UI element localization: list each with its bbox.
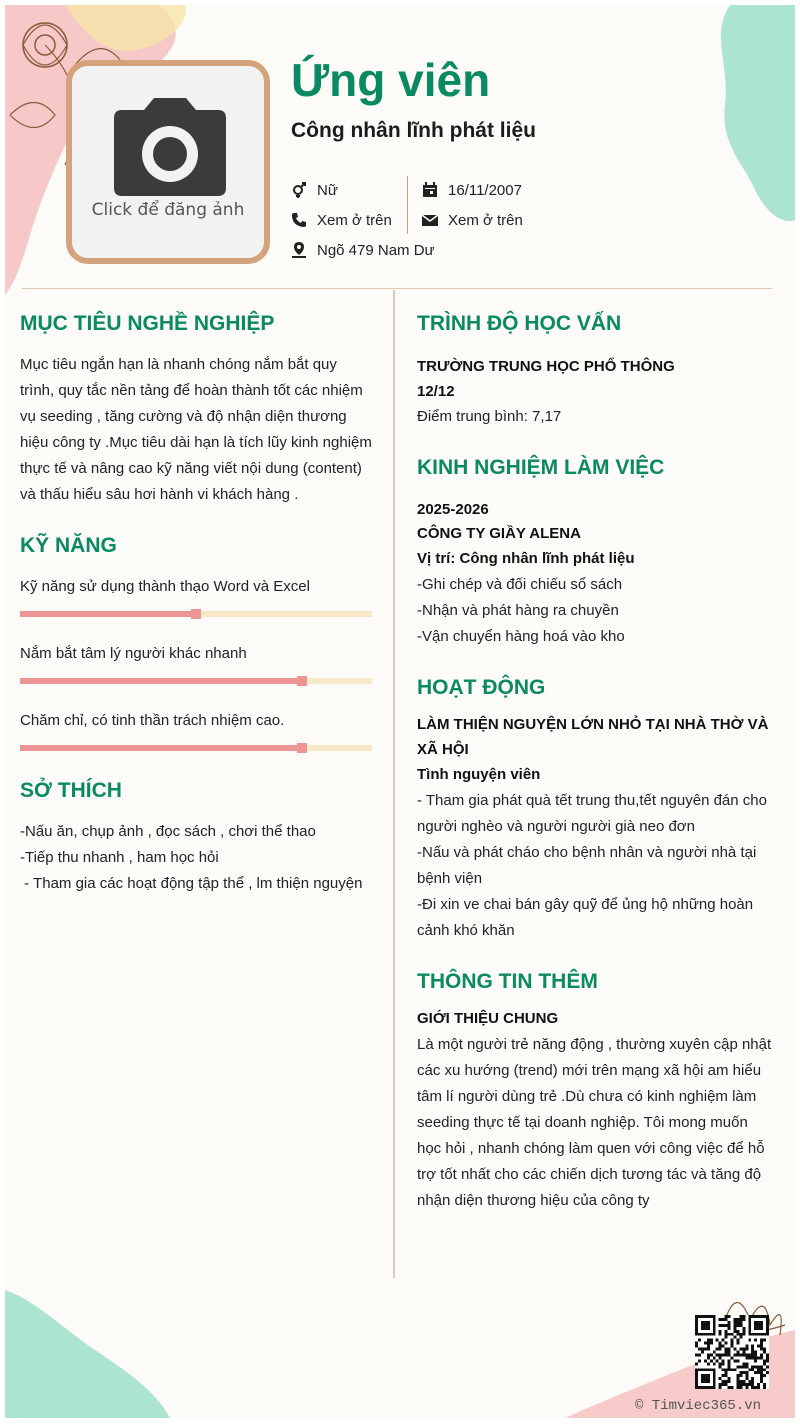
skill-bar [20,745,372,751]
phone-icon [291,212,307,228]
career-goal-text: Mục tiêu ngắn hạn là nhanh chóng nắm bắt quy trình, quy tắc nền tảng để hoàn thành tốt các nhiệm vụ seeding , tăng cường và độ nhận diện thương hiệu công ty .Mục tiêu dài hạn là tích lũy kinh nghiệm thực tế và nâng cao kỹ năng viết nội dung (content) và thấu hiểu sâu hơi hành vi khách hàng . [20,356,372,503]
hobby-line: - Tham gia các hoạt động tập thể , lm thiện nguyện [20,875,363,892]
skills-title: KỸ NĂNG [20,534,117,557]
more-info-title: THÔNG TIN THÊM [417,970,598,993]
skill-bar [20,611,372,617]
gender-icon [291,182,307,198]
skill-bar [20,678,372,684]
experience-company: CÔNG TY GIẦY ALENA [417,525,581,542]
skill-name: Nắm bắt tâm lý người khác nhanh [20,645,247,662]
experience-position: Vị trí: Công nhân lĩnh phát liệu [417,550,635,567]
skill-bar-knob [191,609,201,619]
education-title: TRÌNH ĐỘ HỌC VẤN [417,312,622,335]
hobbies-title: SỞ THÍCH [20,779,122,802]
watercolor-top-right-decoration [710,5,795,235]
activity-org: LÀM THIỆN NGUYỆN LỚN NHỎ TẠI NHÀ THỜ VÀ XÃ HỘI [417,716,769,758]
hobby-line: -Tiếp thu nhanh , ham học hỏi [20,849,219,866]
skill-item [20,710,375,751]
hobbies-section [20,777,375,897]
more-info-section [417,968,773,1214]
skill-bar-knob [297,676,307,686]
activity-line: -Đi xin ve chai bán gây quỹ để ủng hộ những hoàn cảnh khó khăn [417,896,754,939]
experience-period: 2025-2026 [417,501,489,518]
column-divider [393,290,395,1278]
activity-line: -Nấu và phát cháo cho bệnh nhân và người nhà tại bệnh viện [417,844,757,887]
location-icon [291,242,307,258]
activities-title: HOẠT ĐỘNG [417,676,546,699]
experience-line: -Vận chuyển hàng hoá vào kho [417,628,625,645]
more-info-text: Là một người trẻ năng động , thường xuyên cập nhật các xu hướng (trend) mới trên mạng xã hội am hiểu tâm lí người dùng trẻ .Dù chưa có kinh nghiệm làm seeding thực tế tại doanh nghiệp. Tôi mong muốn học hỏi , nhanh chóng làm quen với công việc để hỗ trợ tốt nhất cho các chiến dịch tương tác và tăng độ nhận diện thương hiệu của công ty [417,1036,772,1209]
skill-item [20,643,375,684]
gender-value: Nữ [317,181,338,199]
phone-value: Xem ở trên [317,211,392,229]
camera-icon [114,98,226,196]
gender-row [291,179,338,201]
experience-title: KINH NGHIỆM LÀM VIỆC [417,456,665,479]
upload-photo-label: Click để đăng ảnh [91,200,245,220]
copyright-text: © Timviec365.vn [635,1398,762,1414]
career-goal-section [20,310,375,508]
email-value: Xem ở trên [448,211,523,229]
job-title: Công nhân lĩnh phát liệu [291,119,536,142]
hobby-line: -Nấu ăn, chụp ảnh , đọc sách , chơi thể thao [20,823,316,840]
phone-row [291,209,392,231]
skill-bar-knob [297,743,307,753]
activity-line: - Tham gia phát quà tết trung thu,tết nguyên đán cho người nghèo và người người già neo đơn [417,792,767,835]
upload-photo-button[interactable] [66,60,270,264]
skill-bar-fill [20,745,302,751]
skill-name: Chăm chỉ, có tinh thần trách nhiệm cao. [20,712,285,729]
school-gpa: Điểm trung bình: 7,17 [417,408,562,425]
experience-line: -Nhận và phát hàng ra chuyền [417,602,619,619]
skill-bar-fill [20,678,302,684]
activities-section [417,674,773,944]
address-value: Ngõ 479 Nam Dư [317,241,435,259]
experience-line: -Ghi chép và đối chiếu sổ sách [417,576,623,593]
skill-bar-fill [20,611,196,617]
cv-page [5,5,795,1418]
left-column [20,310,375,897]
skill-name: Kỹ năng sử dụng thành thạo Word và Excel [20,578,310,595]
birthday-value: 16/11/2007 [448,181,522,199]
header-divider [22,288,772,289]
qr-code [695,1315,769,1389]
birthday-row [422,179,522,201]
calendar-icon [422,182,438,198]
more-info-subtitle: GIỚI THIỆU CHUNG [417,1010,559,1027]
skill-item [20,576,375,617]
address-row [291,239,435,261]
school-name: TRƯỜNG TRUNG HỌC PHỔ THÔNG [417,358,675,375]
header-info-divider [407,176,408,234]
mail-icon [422,212,438,228]
right-column [417,310,773,1214]
skills-section [20,532,375,751]
email-row [422,209,523,231]
activity-role: Tình nguyện viên [417,766,541,783]
watercolor-bottom-left-decoration [5,1290,175,1418]
experience-section [417,454,773,650]
school-grade: 12/12 [417,383,455,400]
candidate-name: Ứng viên [291,54,491,106]
career-goal-title: MỤC TIÊU NGHỀ NGHIỆP [20,312,275,335]
education-section [417,310,773,430]
